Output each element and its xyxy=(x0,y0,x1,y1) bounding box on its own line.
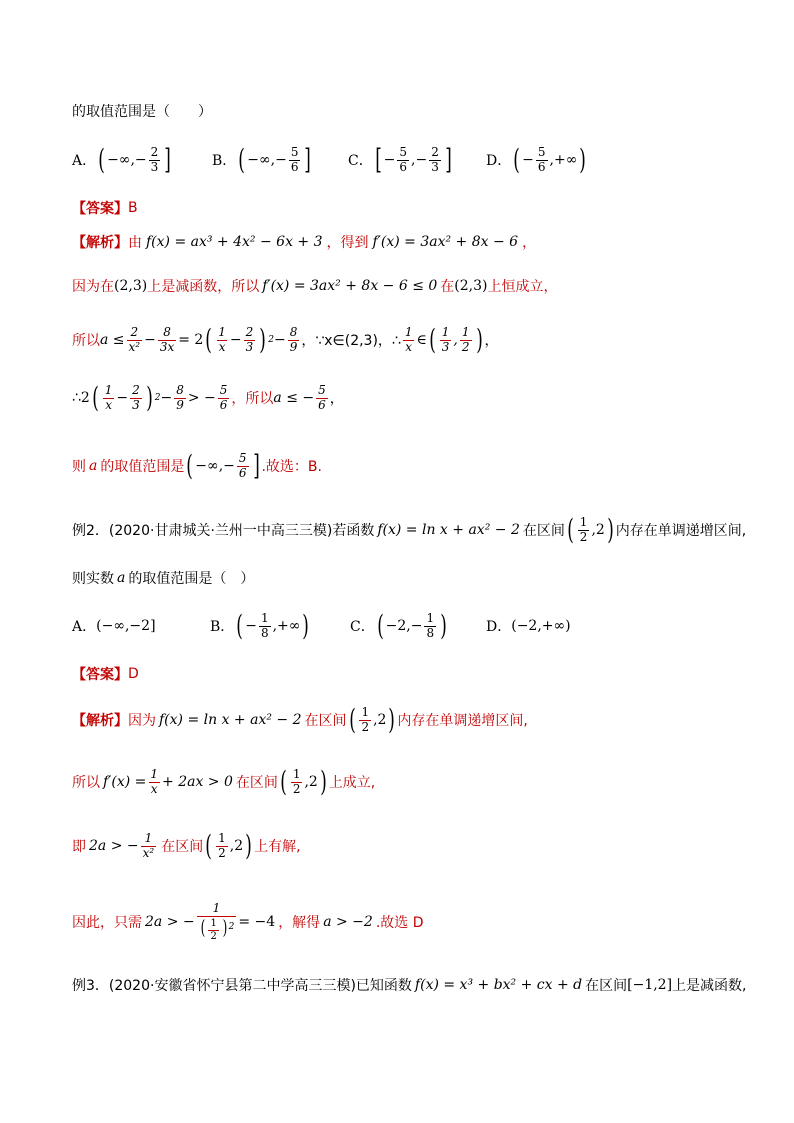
option-d: D． ( − $\frac{5}{6}$ ,+∞ ) xyxy=(486,143,587,176)
analysis-1-line-1: 【解析】 由 f(x) = ax³ + 4x² − 6x + 3 ，得到 f′(x) = 3ax² + 8x − 6 ， xyxy=(72,234,537,251)
formula: f′(x) = $\frac{1}{x}$ + 2ax > 0 xyxy=(103,766,233,796)
fraction: $\frac{2}{3}$ xyxy=(150,144,159,174)
option-c: C． ( −2,− $\frac{1}{8}$ ) xyxy=(350,609,447,642)
option-b: B． ( −∞,− $\frac{5}{6}$ ] xyxy=(212,143,312,176)
formula: ( $\frac{1}{2}$ ,2 ) xyxy=(348,703,396,736)
formula: 2a > − $\frac{1}{\text{x²}}$ xyxy=(89,830,155,860)
question-tail: 的取值范围是（ ） xyxy=(72,104,212,120)
formula: ( −∞,− $\frac{5}{6}$ ] xyxy=(186,449,260,482)
fraction: $\frac{5}{6}$ xyxy=(399,144,408,174)
analysis-2-line-1: 【解析】 因为 f(x) = ln x + ax² − 2 在区间 ( $\frac{1}{2}$ ,2 ) 内存在单调递增区间, xyxy=(72,703,528,736)
option-a: A． ( −∞,− $\frac{2}{3}$ ] xyxy=(72,143,172,176)
option-d: D． (−2,+∞) xyxy=(486,618,571,635)
formula: 2 ( $\frac{1}{x}$ − $\frac{2}{3}$ ) 2 − $\frac{8}{9}$ > − $\frac{5}{6}$ xyxy=(80,381,228,414)
q1-options xyxy=(72,140,588,180)
analysis-1-line-4: ∴ 2 ( $\frac{1}{x}$ − $\frac{2}{3}$ ) 2 − $\frac{8}{9}$ > − $\frac{5}{6}$ ，所以 a ≤ − $\frac{5}{6}$ ， xyxy=(72,381,344,414)
option-c: C． [ − $\frac{5}{6}$ ,− $\frac{2}{3}$ ] xyxy=(348,143,452,176)
analysis-1-line-2: 因为在 (2,3) 上是减函数，所以 f′(x) = 3ax² + 8x − 6 ≤ 0 在 (2,3) 上恒成立， xyxy=(72,278,558,295)
formula: 2a > − 1 ( $\frac{1}{2}$ ) $^2$ = −4 xyxy=(145,900,276,942)
answer-2: 【答案】 D xyxy=(72,666,139,683)
option-b: B． ( − $\frac{1}{8}$ ,+∞ ) xyxy=(210,609,310,642)
example-3-line-1: 例3．(2020·安徽省怀宁县第二中学高三三模)已知函数 f(x) = x³ + bx² + cx + d 在区间 [−1,2] 上是减函数, xyxy=(72,977,747,994)
formula: a ≤ $\frac{2}{\text{x²}}$ − $\frac{8}{3x}$ = 2 ( $\frac{1}{x}$ − $\frac{2}{3}$ ) 2 − $\frac{8}{9}$ ， xyxy=(100,323,316,356)
fraction: $\frac{2}{3}$ xyxy=(431,144,439,174)
option-a: A． (−∞,−2] xyxy=(72,618,156,635)
analysis-2-line-2: 所以 f′(x) = $\frac{1}{x}$ + 2ax > 0 在区间 ( $\frac{1}{2}$ ,2 ) 上成立, xyxy=(72,765,376,798)
example-2-line-2: 则实数 a 的取值范围是（ ） xyxy=(72,570,255,587)
fraction: $\frac{5}{6}$ xyxy=(537,144,546,174)
answer-1: 【答案】 B xyxy=(72,200,138,217)
formula: $\frac{1}{x}$ ∈ ( $\frac{1}{3}$ , $\frac{1}{2}$ ) ， xyxy=(404,323,499,356)
formula: ( $\frac{1}{2}$ ,2 ) xyxy=(205,829,252,862)
analysis-1-line-5: 则 a 的取值范围是 ( −∞,− $\frac{5}{6}$ ] .故选：B. xyxy=(72,449,322,482)
analysis-1-line-3: 所以 a ≤ $\frac{2}{\text{x²}}$ − $\frac{8}{3x}$ = 2 ( $\frac{1}{x}$ − $\frac{2}{3}$ ) 2 − $\frac{8}{9}$ ， ∵x∈(2,3)，∴ $\frac{1}{x}$ ∈ ( $\frac{1}{3}$ , $\frac{1}{2}$ ) ， xyxy=(72,323,499,356)
formula: ( $\frac{1}{2}$ ,2 ) xyxy=(280,765,327,798)
analysis-2-line-4: 因此，只需 2a > − 1 ( $\frac{1}{2}$ ) $^2$ = −4 ，解得 a > −2 .故选 D xyxy=(72,900,424,942)
example-2-line-1: 例2．(2020·甘肃城关·兰州一中高三三模)若函数 f(x) = ln x + ax² − 2 在区间 ( $\frac{1}{2}$ ,2 ) 内存在单调递增区间, xyxy=(72,513,747,546)
formula: ( $\frac{1}{2}$ ,2 ) xyxy=(567,513,614,546)
example-2-options xyxy=(72,606,571,646)
analysis-2-line-3: 即 2a > − $\frac{1}{\text{x²}}$ 在区间 ( $\frac{1}{2}$ ,2 ) 上有解, xyxy=(72,829,301,862)
fraction: $\frac{5}{6}$ xyxy=(290,144,299,174)
formula: a ≤ − $\frac{5}{6}$ ， xyxy=(273,382,344,412)
